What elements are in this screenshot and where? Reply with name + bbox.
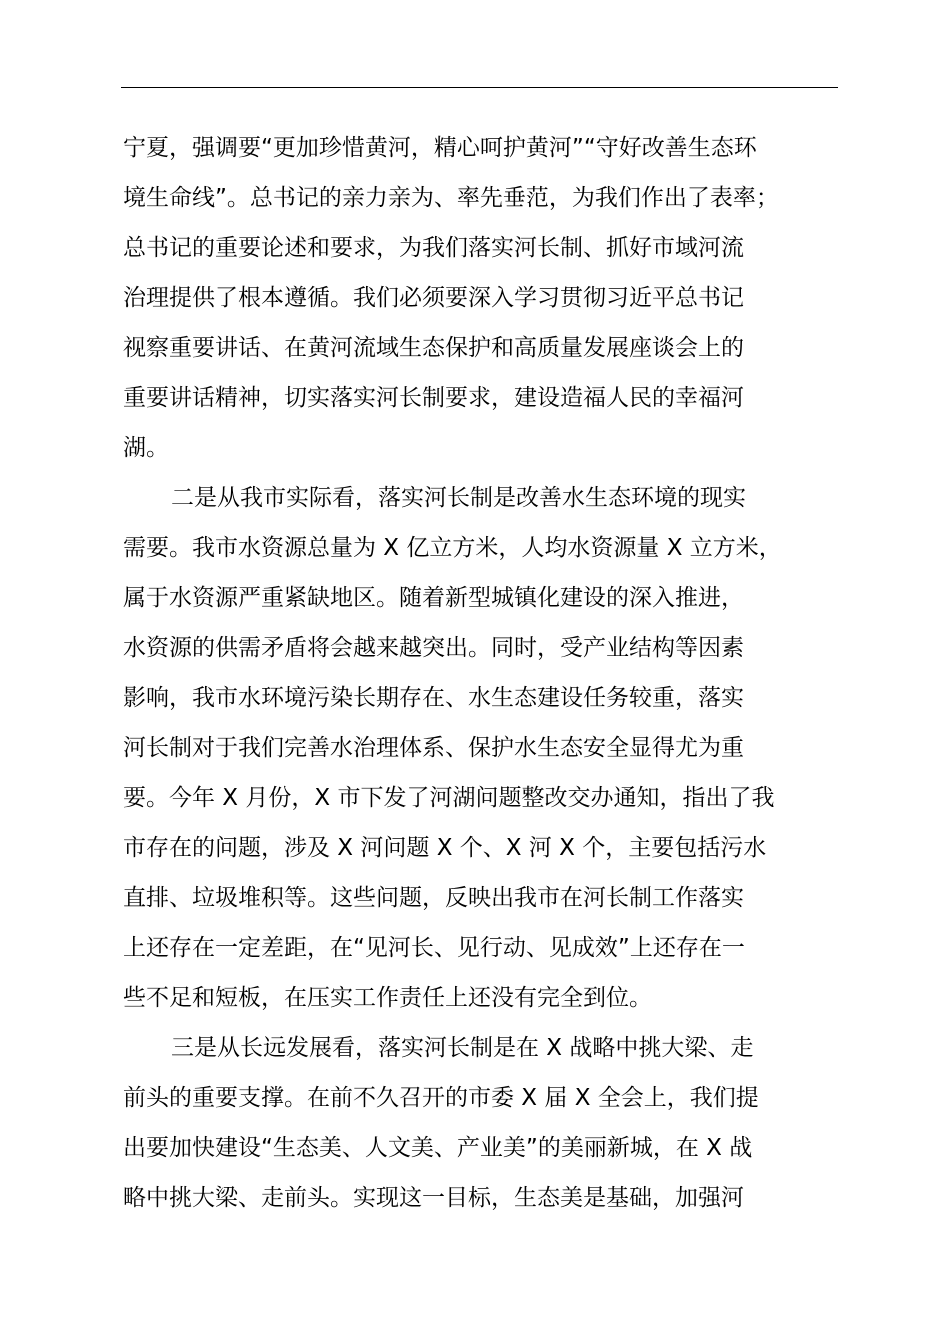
paragraph-3-line-3: 出要加快建设“生态美、人文美、产业美”的美丽新城，在 X 战 [123,1135,753,1161]
paragraph-2-line-9: 直排、垃圾堆积等。这些问题，反映出我市在河长制工作落实 [123,885,744,911]
paragraph-3-line-1: 三是从长远发展看，落实河长制是在 X 战略中挑大梁、走 [171,1035,754,1061]
paragraph-2-line-7: 要。今年 X 月份，X 市下发了河湖问题整改交办通知，指出了我 [123,785,775,811]
header-rule [121,87,838,88]
paragraph-1-line-5: 视察重要讲话、在黄河流域生态保护和高质量发展座谈会上的 [123,335,744,361]
paragraph-2-line-2: 需要。我市水资源总量为 X 亿立方米，人均水资源量 X 立方米， [123,535,782,561]
paragraph-2-line-6: 河长制对于我们完善水治理体系、保护水生态安全显得尤为重 [123,735,744,761]
paragraph-2-line-11: 些不足和短板，在压实工作责任上还没有完全到位。 [123,985,652,1011]
paragraph-1-line-2: 境生命线”。总书记的亲力亲为、率先垂范，为我们作出了表率； [123,185,779,211]
paragraph-1-line-7: 湖。 [123,435,169,461]
paragraph-2-line-3: 属于水资源严重紧缺地区。随着新型城镇化建设的深入推进， [123,585,744,611]
paragraph-2-line-5: 影响，我市水环境污染长期存在、水生态建设任务较重，落实 [123,685,744,711]
paragraph-1-line-1: 宁夏，强调要“更加珍惜黄河，精心呵护黄河”“守好改善生态环 [123,135,757,161]
paragraph-1-line-4: 治理提供了根本遵循。我们必须要深入学习贯彻习近平总书记 [123,285,744,311]
paragraph-2-line-4: 水资源的供需矛盾将会越来越突出。同时，受产业结构等因素 [123,635,744,661]
paragraph-1-line-6: 重要讲话精神，切实落实河长制要求，建设造福人民的幸福河 [123,385,744,411]
paragraph-3-line-4: 略中挑大梁、走前头。实现这一目标，生态美是基础，加强河 [123,1185,744,1211]
paragraph-3-line-2: 前头的重要支撑。在前不久召开的市委 X 届 X 全会上，我们提 [123,1085,759,1111]
paragraph-2-line-1: 二是从我市实际看，落实河长制是改善水生态环境的现实 [171,485,746,511]
paragraph-2-line-8: 市存在的问题，涉及 X 河问题 X 个、X 河 X 个，主要包括污水 [123,835,767,861]
paragraph-1-line-3: 总书记的重要论述和要求，为我们落实河长制、抓好市域河流 [123,235,744,261]
paragraph-2-line-10: 上还存在一定差距，在“见河长、见行动、见成效”上还存在一 [123,935,745,961]
